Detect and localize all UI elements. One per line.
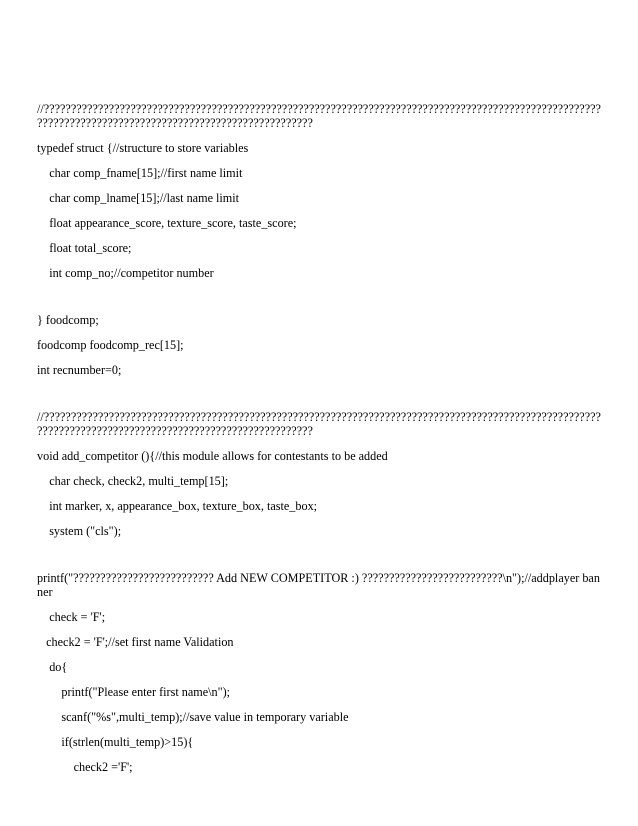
check-assign-line: check = 'F'; [37,610,106,624]
field-fname-line: char comp_fname[15];//first name limit [37,166,243,180]
separator-comment-1: //?????????????????????????????????????????????????????????????????????????????????????????????????????????????????????????????????????????????????????????? [37,102,601,130]
field-lname-line: char comp_lname[15];//last name limit [37,191,240,205]
typedef-open-line: typedef struct {//structure to store variables [37,141,249,155]
do-open-line: do{ [37,660,68,674]
scanf-line: scanf("%s",multi_temp);//save value in temporary variable [37,710,349,724]
printf-banner-line: printf("?????????????????????????? Add NEW COMPETITOR :) ??????????????????????????\n");//addplayer banner [37,571,600,599]
separator-comment-2: //?????????????????????????????????????????????????????????????????????????????????????????????????????????????????????????????????????????????????????????? [37,410,601,438]
recnumber-line: int recnumber=0; [37,363,122,377]
field-comp-no-line: int comp_no;//competitor number [37,266,214,280]
check2-inner-line: check2 ='F'; [37,760,133,774]
field-total-line: float total_score; [37,241,132,255]
rec-decl-line: foodcomp foodcomp_rec[15]; [37,338,184,352]
check2-assign-line: check2 = 'F';//set first name Validation [37,635,234,649]
int-decl-line: int marker, x, appearance_box, texture_box, taste_box; [37,499,318,513]
field-scores-line: float appearance_score, texture_score, taste_score; [37,216,297,230]
code-document [37,102,602,774]
typedef-close-line: } foodcomp; [37,313,99,327]
char-decl-line: char check, check2, multi_temp[15]; [37,474,229,488]
func-open-line: void add_competitor (){//this module allows for contestants to be added [37,449,388,463]
system-cls-line: system ("cls"); [37,524,122,538]
if-strlen-line: if(strlen(multi_temp)>15){ [37,735,194,749]
printf-prompt-line: printf("Please enter first name\n"); [37,685,231,699]
